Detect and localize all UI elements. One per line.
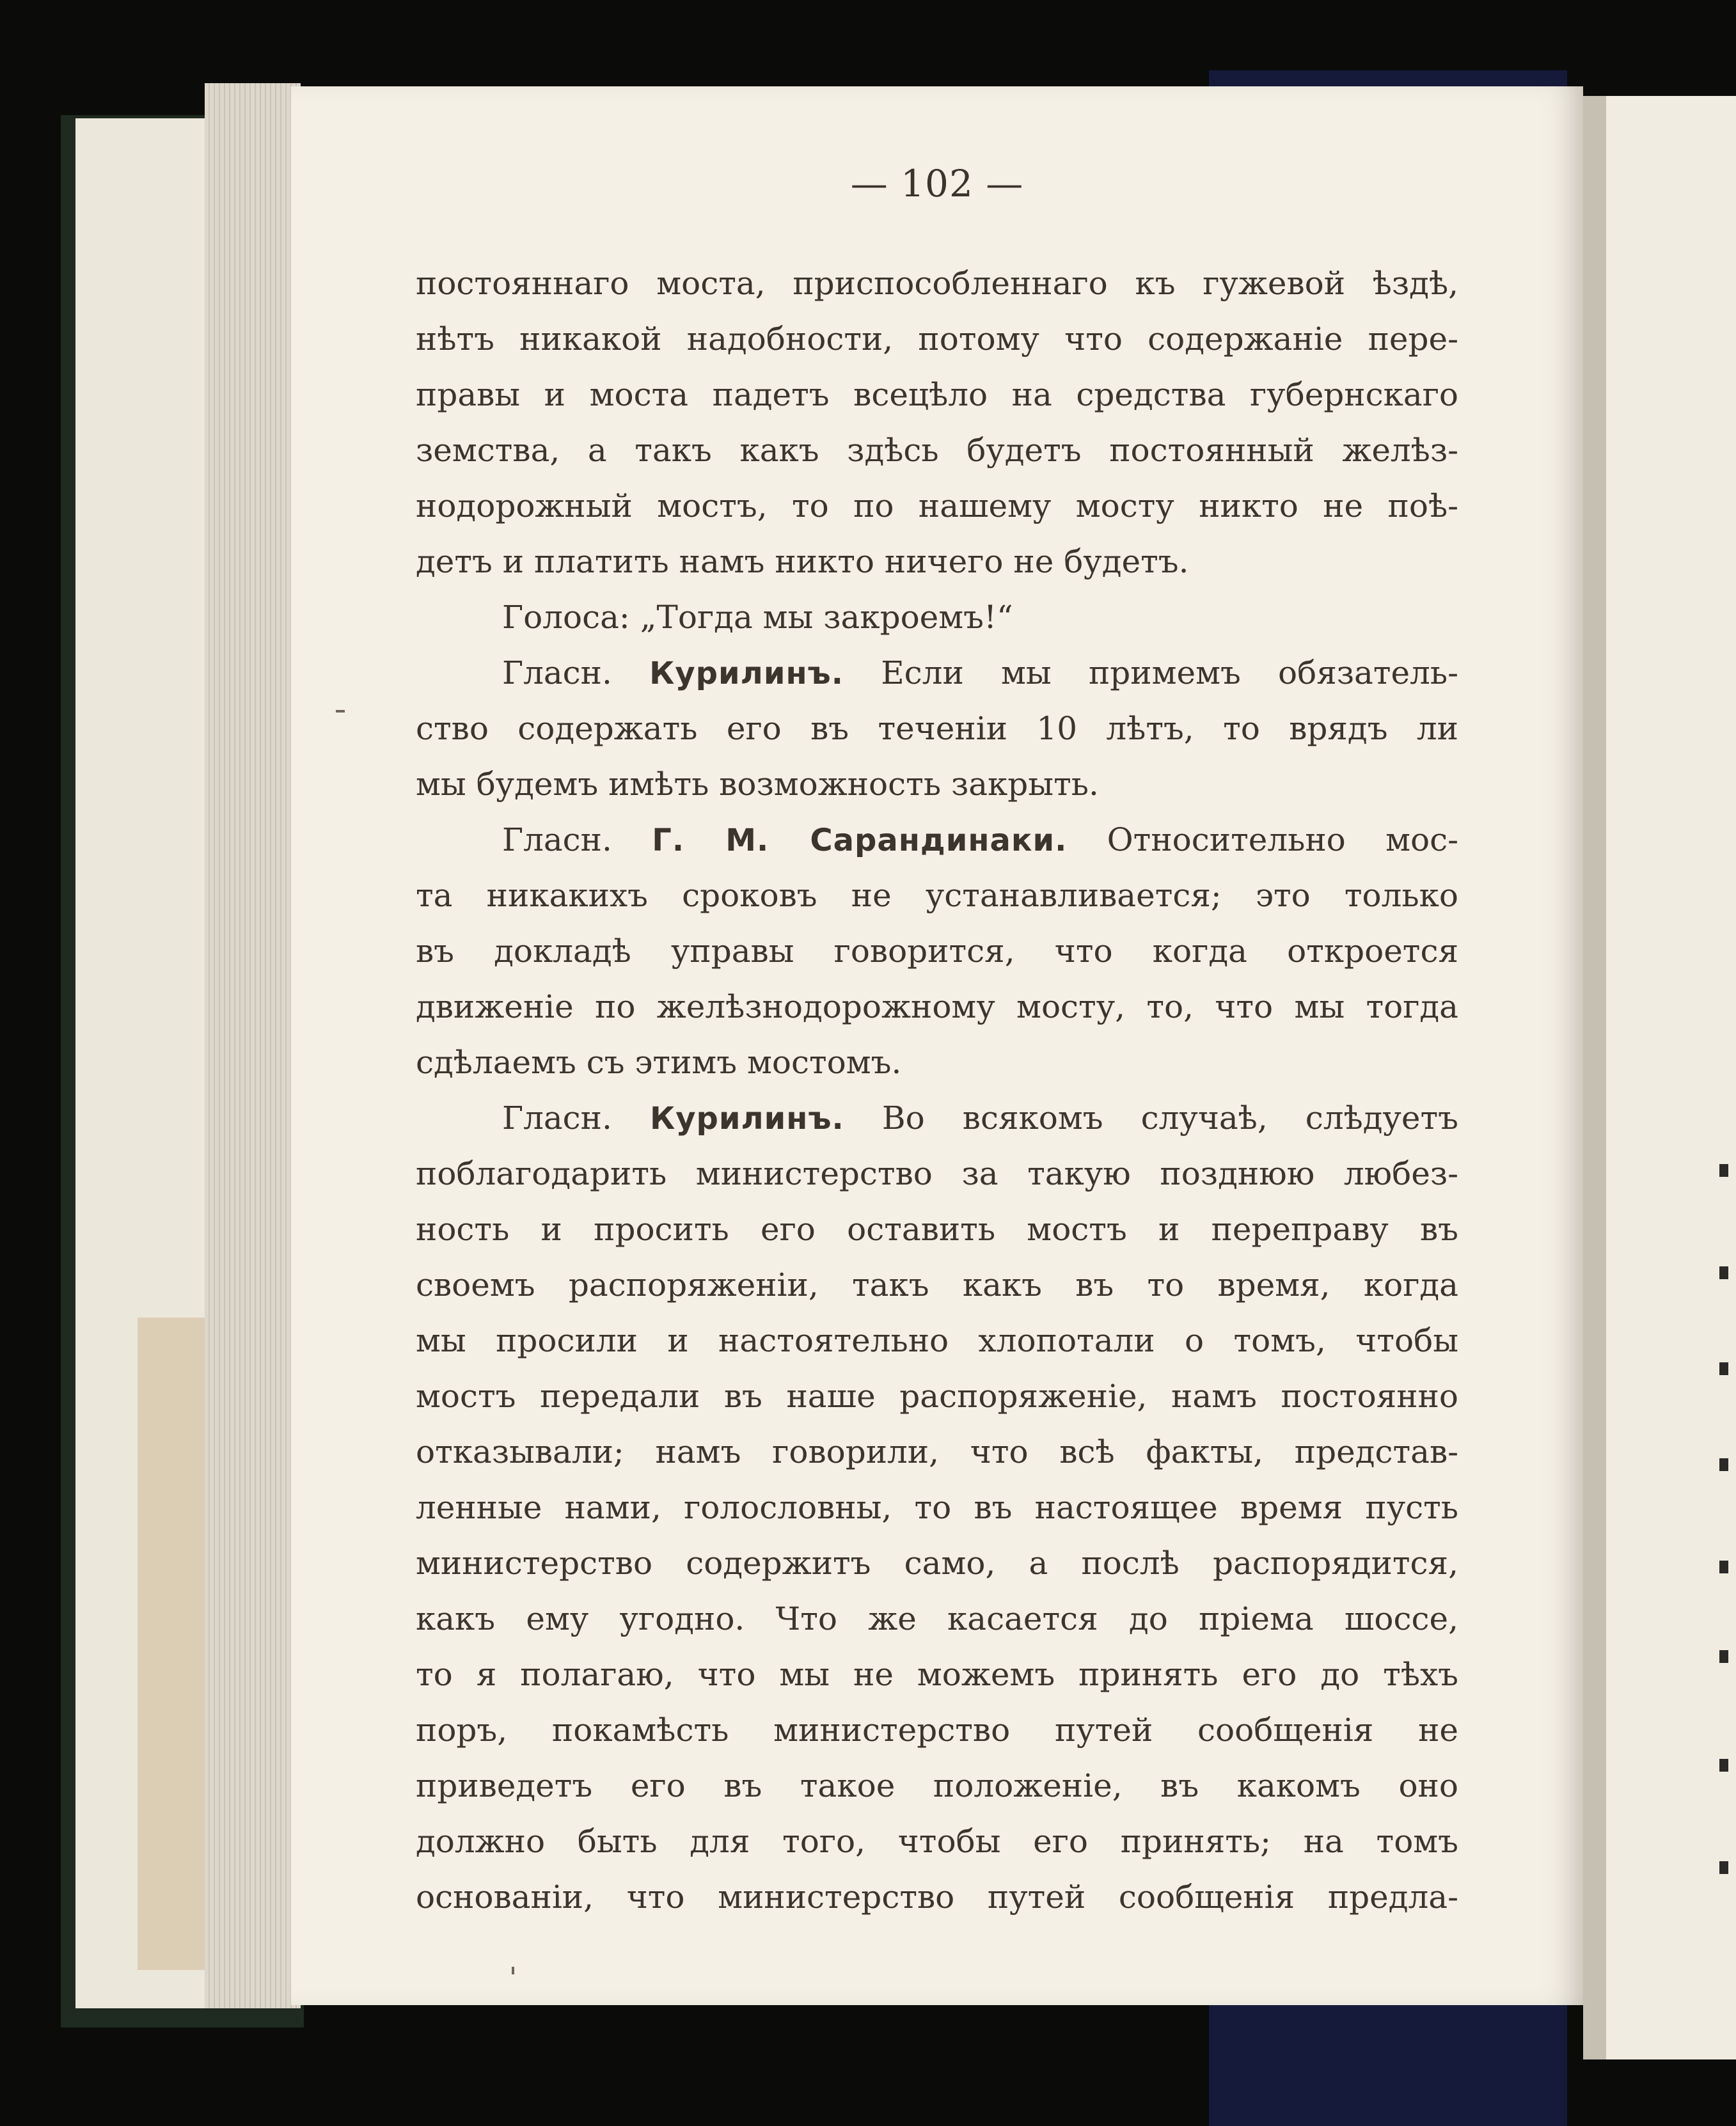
line-text: нѣтъ никакой надобности, потому что содержаніе пере- [416,320,1458,358]
line-text: постояннаго моста, приспособленнаго къ гужевой ѣздѣ, [416,265,1458,302]
text-line [416,1424,1458,1480]
line-text: своемъ распоряженіи, такъ какъ въ то время, когда [416,1266,1458,1303]
text-line [416,1369,1458,1424]
line-text: какъ ему угодно. Что же касается до пріема шоссе, [416,1600,1458,1637]
text-line [416,1257,1458,1313]
line-text: Во всякомъ случаѣ, слѣдуетъ [881,1099,1458,1137]
speaker-name: Г. М. Сарандинаки. [652,823,1068,858]
line-text: приведетъ его въ такое положеніе, въ какомъ оно [416,1767,1458,1804]
line-text: отказывали; намъ говорили, что всѣ факты, представ- [416,1433,1458,1470]
line-text: та никакихъ сроковъ не устанавливается; это только [416,877,1458,914]
line-text: ность и просить его оставить мостъ и переправу въ [416,1211,1458,1248]
text-line [416,979,1458,1035]
line-text: должно быть для того, чтобы его принять; на томъ [416,1823,1458,1860]
speaker-name: Курилинъ. [650,1101,844,1137]
text-line [416,1035,1458,1091]
text-line [416,812,1458,868]
line-text: мы будемъ имѣть возможность закрыть. [416,766,1099,803]
line-text: ленные нами, голословны, то въ настоящее время пусть [416,1489,1458,1526]
text-line [416,1647,1458,1703]
text-line [416,534,1458,590]
page-text [416,256,1458,1925]
line-text: въ докладѣ управы говорится, что когда откроется [416,933,1458,970]
line-text: сдѣлаемъ съ этимъ мостомъ. [416,1044,902,1081]
text-line [416,1870,1458,1925]
line-text: мы просили и настоятельно хлопотали о томъ, чтобы [416,1322,1458,1359]
facing-page-gutter [1583,96,1606,2059]
facing-page-text-fragments [1719,1151,1736,1919]
line-text: министерство содержитъ само, а послѣ распорядится, [416,1545,1458,1582]
line-text: движеніе по желѣзнодорожному мосту, то, что мы тогда [416,988,1458,1025]
text-line [416,1091,1458,1146]
text-line [416,1146,1458,1202]
text-line [416,868,1458,924]
line-text: Гласн. [502,1099,612,1137]
book-page [291,86,1583,2005]
line-text: поръ, покамѣсть министерство путей сообщенія не [416,1712,1458,1749]
text-line [416,478,1458,534]
line-text: ство содержать его въ теченіи 10 лѣтъ, то врядъ ли [416,710,1458,747]
line-text: Относительно мос- [1107,821,1458,858]
line-text: поблагодарить министерство за такую позднюю любез- [416,1155,1458,1192]
line-text: Гласн. [502,654,612,691]
line-text: основаніи, что министерство путей сообщенія предла- [416,1878,1458,1916]
left-leaf-stain [138,1318,214,1970]
page-edges [205,83,301,2008]
text-line [416,311,1458,367]
text-line [416,1313,1458,1369]
line-text: мостъ передали въ наше распоряженіе, намъ постоянно [416,1378,1458,1415]
text-line [416,1814,1458,1870]
text-line [416,645,1458,701]
line-text: детъ и платить намъ никто ничего не будетъ. [416,543,1189,580]
margin-mark [336,710,345,713]
text-line [416,1480,1458,1536]
text-line [416,590,1458,645]
line-text: Гласн. [502,821,612,858]
line-text: земства, а такъ какъ здѣсь будетъ постоянный желѣз- [416,432,1458,469]
text-line [416,423,1458,478]
text-line [416,1758,1458,1814]
text-line [416,701,1458,757]
text-line [416,924,1458,979]
text-line [416,757,1458,812]
line-text: правы и моста падетъ всецѣло на средства губернскаго [416,376,1458,413]
margin-mark [512,1967,514,1974]
text-line [416,256,1458,311]
text-line [416,1202,1458,1257]
line-text: нодорожный мостъ, то по нашему мосту никто не поѣ- [416,487,1458,524]
speaker-name: Курилинъ. [649,656,844,691]
text-line [416,1703,1458,1758]
text-line [416,1591,1458,1647]
text-line [416,1536,1458,1591]
page-number: — 102 — [850,162,1024,205]
line-text: то я полагаю, что мы не можемъ принять его до тѣхъ [416,1656,1458,1693]
text-line [416,367,1458,423]
line-text: Если мы примемъ обязатель- [881,654,1458,691]
line-text: Голоса: „Тогда мы закроемъ!“ [502,599,1013,636]
